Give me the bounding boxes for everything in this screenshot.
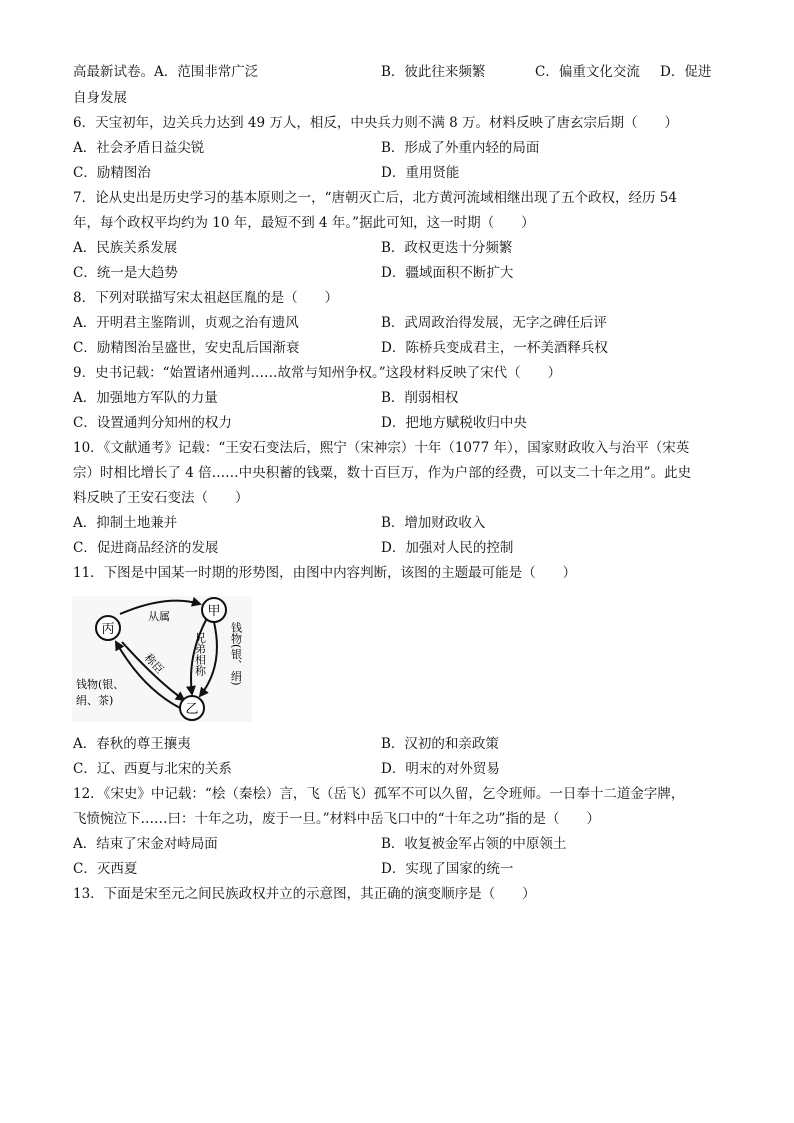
q7-stem-line2: 年，每个政权平均约为 10 年，最短不到 4 年。”据此可知，这一时期（ ） — [73, 215, 535, 231]
q6-option-a: A．社会矛盾日益尖锐 — [73, 140, 205, 156]
label-qianwu-left-1: 钱物(银、 — [76, 678, 125, 691]
label-qianwu-left-2: 绢、茶) — [76, 694, 114, 707]
q12-option-a: A．结束了宋金对峙局面 — [73, 836, 218, 852]
q7-option-d: D．疆域面积不断扩大 — [381, 265, 514, 281]
node-bing-label: 丙 — [101, 622, 115, 637]
node-yi-label: 乙 — [185, 702, 199, 717]
q7-option-b: B．政权更迭十分频繁 — [381, 240, 513, 256]
q8-option-b: B．武周政治得发展，无字之碑任后评 — [381, 315, 607, 331]
label-xiongdi: 兄弟相称 — [193, 632, 207, 676]
q8-option-c: C．励精图治呈盛世，安史乱后国渐衰 — [73, 340, 300, 356]
prev-option-c: C．偏重文化交流 — [535, 64, 640, 80]
q7-stem-line1: 7．论从史出是历史学习的基本原则之一，“唐朝灭亡后，北方黄河流域相继出现了五个政权，经历 54 — [73, 190, 677, 206]
q9-option-d: D．把地方赋税收归中央 — [381, 415, 527, 431]
q6-option-c: C．励精图治 — [73, 165, 151, 181]
q12-option-b: B．收复被金军占领的中原领土 — [381, 836, 567, 852]
q10-option-c: C．促进商品经济的发展 — [73, 540, 219, 556]
q10-option-d: D．加强对人民的控制 — [381, 540, 514, 556]
diagram-svg — [72, 596, 252, 722]
q10-option-b: B．增加财政收入 — [381, 515, 486, 531]
q13-stem: 13．下面是宋至元之间民族政权并立的示意图，其正确的演变顺序是（ ） — [73, 886, 536, 902]
q8-option-a: A．开明君主鉴隋训，贞观之治有遗风 — [73, 315, 299, 331]
q8-option-d: D．陈桥兵变成君主，一杯美酒释兵权 — [381, 340, 608, 356]
q12-stem-line2: 飞愤惋泣下……曰：十年之功，废于一旦。”材料中岳飞口中的“十年之功”指的是（ ） — [73, 811, 600, 827]
q10-stem-line3: 料反映了王安石变法（ ） — [73, 490, 249, 506]
prev-option-d-cont: 自身发展 — [73, 90, 127, 106]
q10-stem-line1: 10．《文献通考》记载：“王安石变法后，熙宁（宋神宗）十年（1077 年），国家财政收入与治平（宋英 — [73, 440, 690, 456]
q10-stem-line2: 宗）时相比增长了 4 倍……中央积蓄的钱粟，数十百巨万，作为户部的经费，可以支二十年之用”。此史 — [73, 465, 692, 481]
q11-stem: 11．下图是中国某一时期的形势图，由图中内容判断，该图的主题最可能是（ ） — [73, 565, 577, 581]
q6-stem: 6．天宝初年，边关兵力达到 49 万人，相反，中央兵力则不满 8 万。材料反映了唐玄宗后期（ ） — [73, 115, 679, 131]
label-chengchen: 称臣 — [141, 651, 167, 677]
q6-option-d: D．重用贤能 — [381, 165, 460, 181]
q11-option-c: C．辽、西夏与北宋的关系 — [73, 761, 232, 777]
q9-option-b: B．削弱相权 — [381, 390, 459, 406]
q11-option-b: B．汉初的和亲政策 — [381, 736, 499, 752]
label-qianwu-right: 钱物(银、绢) — [229, 622, 243, 686]
q10-option-a: A．抑制土地兼并 — [73, 515, 178, 531]
q6-option-b: B．形成了外重内轻的局面 — [381, 140, 540, 156]
q9-option-a: A．加强地方军队的力量 — [73, 390, 218, 406]
q8-stem: 8．下列对联描写宋太祖赵匡胤的是（ ） — [73, 290, 339, 306]
q11-option-d: D．明末的对外贸易 — [381, 761, 500, 777]
label-congshu: 从属 — [148, 610, 170, 623]
q12-option-d: D．实现了国家的统一 — [381, 861, 514, 877]
q9-stem: 9．史书记载：“始置诸州通判……故常与知州争权。”这段材料反映了宋代（ ） — [73, 365, 562, 381]
node-jia-label: 甲 — [207, 604, 221, 619]
q12-option-c: C．灭西夏 — [73, 861, 138, 877]
q7-option-c: C．统一是大趋势 — [73, 265, 178, 281]
q7-option-a: A．民族关系发展 — [73, 240, 178, 256]
q9-option-c: C．设置通判分知州的权力 — [73, 415, 232, 431]
prev-option-a: 高最新试卷。A．范围非常广泛 — [73, 64, 259, 80]
q11-option-a: A．春秋的尊王攘夷 — [73, 736, 191, 752]
q12-stem-line1: 12．《宋史》中记载：“桧（秦桧）言，飞（岳飞）孤军不可以久留，乞令班师。一日奉十二道金字牌， — [73, 786, 685, 802]
prev-option-d: D．促进 — [660, 64, 712, 80]
prev-option-b: B．彼此往来频繁 — [381, 64, 486, 80]
q11-relationship-diagram — [72, 596, 252, 722]
prev-question-options — [73, 63, 258, 81]
